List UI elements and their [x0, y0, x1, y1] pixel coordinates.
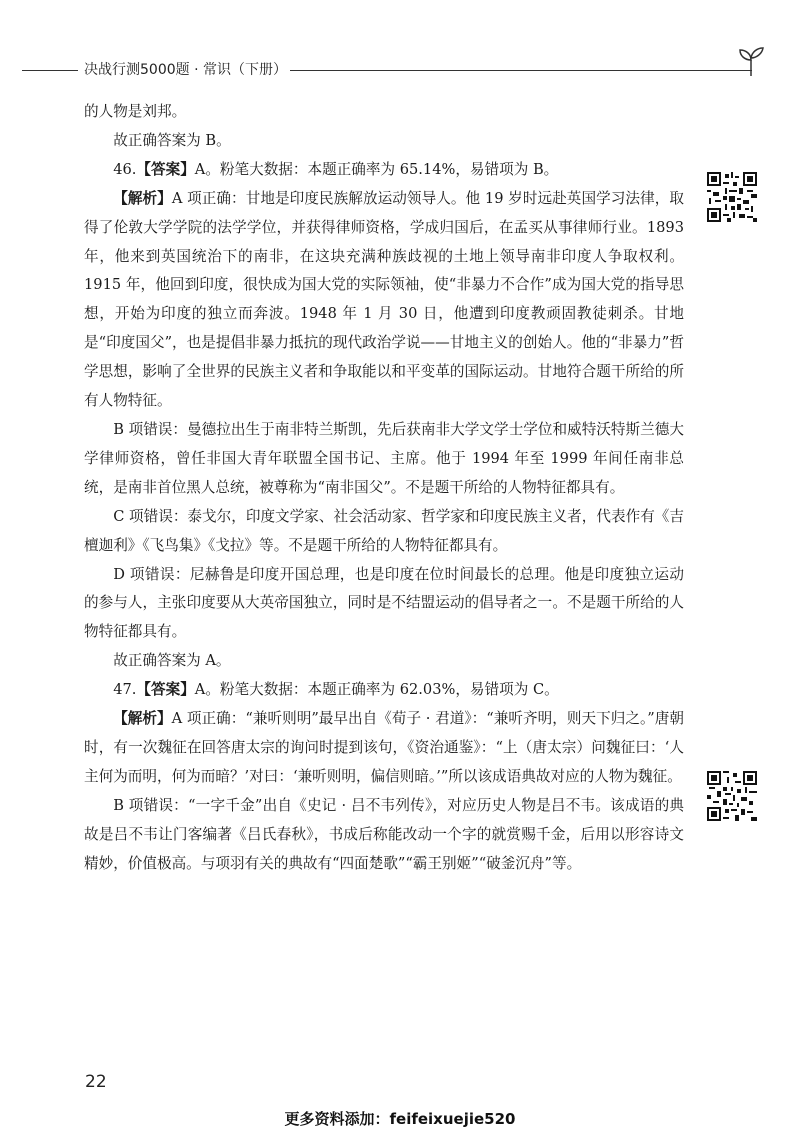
option-b-46: B 项错误：曼德拉出生于南非特兰斯凯，先后获南非大学文学士学位和威特沃特斯兰德大学律师资格，曾任非国大青年联盟全国书记、主席。他于 1994 年至 1999 年间任南非总统，是南非首位黑人总统，被尊称为“南非国父”。不是题干所给的人物特征都具有。: [84, 420, 684, 496]
book-title: 决战行测5000题 · 常识（下册）: [84, 62, 287, 78]
paragraph: 故正确答案为 B。: [113, 131, 231, 149]
qr-code-icon[interactable]: [707, 771, 757, 821]
analysis-47: 【解析】A 项正确：“兼听则明”最早出自《荀子 · 君道》：“兼听齐明，则天下归之。”唐朝时，有一次魏征在回答唐太宗的询问时提到该句，《资治通鉴》：“上（唐太宗）问魏征曰：‘人主何为而明，何为而暗？’对曰：‘兼听则明，偏信则暗。’”所以该成语典故对应的人物为魏征。: [84, 710, 684, 785]
analysis-46: 【解析】A 项正确：甘地是印度民族解放运动领导人。他 19 岁时远赴英国学习法律，取得了伦敦大学学院的法学学位，并获得律师资格，学成归国后，在孟买从事律师行业。1893 年，他来到英国统治下的南非，在这块充满种族歧视的土地上领导南非印度人争取权利。1915 年，他回到印度，很快成为国大党的实际领袖，使“非暴力不合作”成为国大党的指导思想，开始为印度的独立而奔波。1948 年 1 月 30 日，他遭到印度教顽固教徒刺杀。甘地是“印度国父”，也是提倡非暴力抵抗的现代政治学说——甘地主义的创始人。他的“非暴力”哲学思想，影响了全世界的民族主义者和争取能以和平变革的国际运动。甘地符合题干所给的所有人物特征。: [84, 189, 684, 410]
paragraph: 的人物是刘邦。: [84, 103, 187, 120]
footer-note: 更多资料添加：feifeixuejie520: [284, 1110, 516, 1128]
option-b-47: B 项错误：“一字千金”出自《史记 · 吕不韦列传》，对应历史人物是吕不韦。该成语的典故是吕不韦让门客编著《吕氏春秋》，书成后称能改动一个字的就赏赐千金，后用以形容诗文精妙，价值极高。与项羽有关的典故有“四面楚歌”“霸王别姬”“破釜沉舟”等。: [84, 796, 684, 872]
header-rule-left: [22, 70, 78, 71]
qr-code-icon[interactable]: [707, 172, 757, 222]
answer-47: 47.【答案】A。粉笔大数据：本题正确率为 62.03%，易错项为 C。: [113, 681, 559, 699]
analysis-label: 【解析】: [113, 710, 172, 728]
option-c-46: C 项错误：泰戈尔，印度文学家、社会活动家、哲学家和印度民族主义者，代表作有《吉檀迦利》《飞鸟集》《戈拉》等。不是题干所给的人物特征都具有。: [84, 507, 684, 554]
answer-46: 46.【答案】A。粉笔大数据：本题正确率为 65.14%，易错项为 B。: [113, 160, 559, 178]
option-d-46: D 项错误：尼赫鲁是印度开国总理，也是印度在位时间最长的总理。他是印度独立运动的参与人，主张印度要从大英帝国独立，同时是不结盟运动的倡导者之一。不是题干所给的人物特征都具有。: [84, 565, 684, 641]
header-rule-right: [290, 70, 752, 71]
page-number: 22: [85, 1072, 107, 1092]
sprout-icon: [734, 44, 768, 78]
answer-label: 【答案】: [136, 681, 195, 699]
running-header: [22, 54, 760, 86]
page-body: [84, 98, 684, 878]
conclusion-46: 故正确答案为 A。: [113, 652, 231, 670]
question-number: 47.: [113, 681, 137, 699]
question-number: 46.: [113, 160, 137, 178]
analysis-label: 【解析】: [113, 189, 172, 207]
answer-label: 【答案】: [136, 160, 195, 178]
